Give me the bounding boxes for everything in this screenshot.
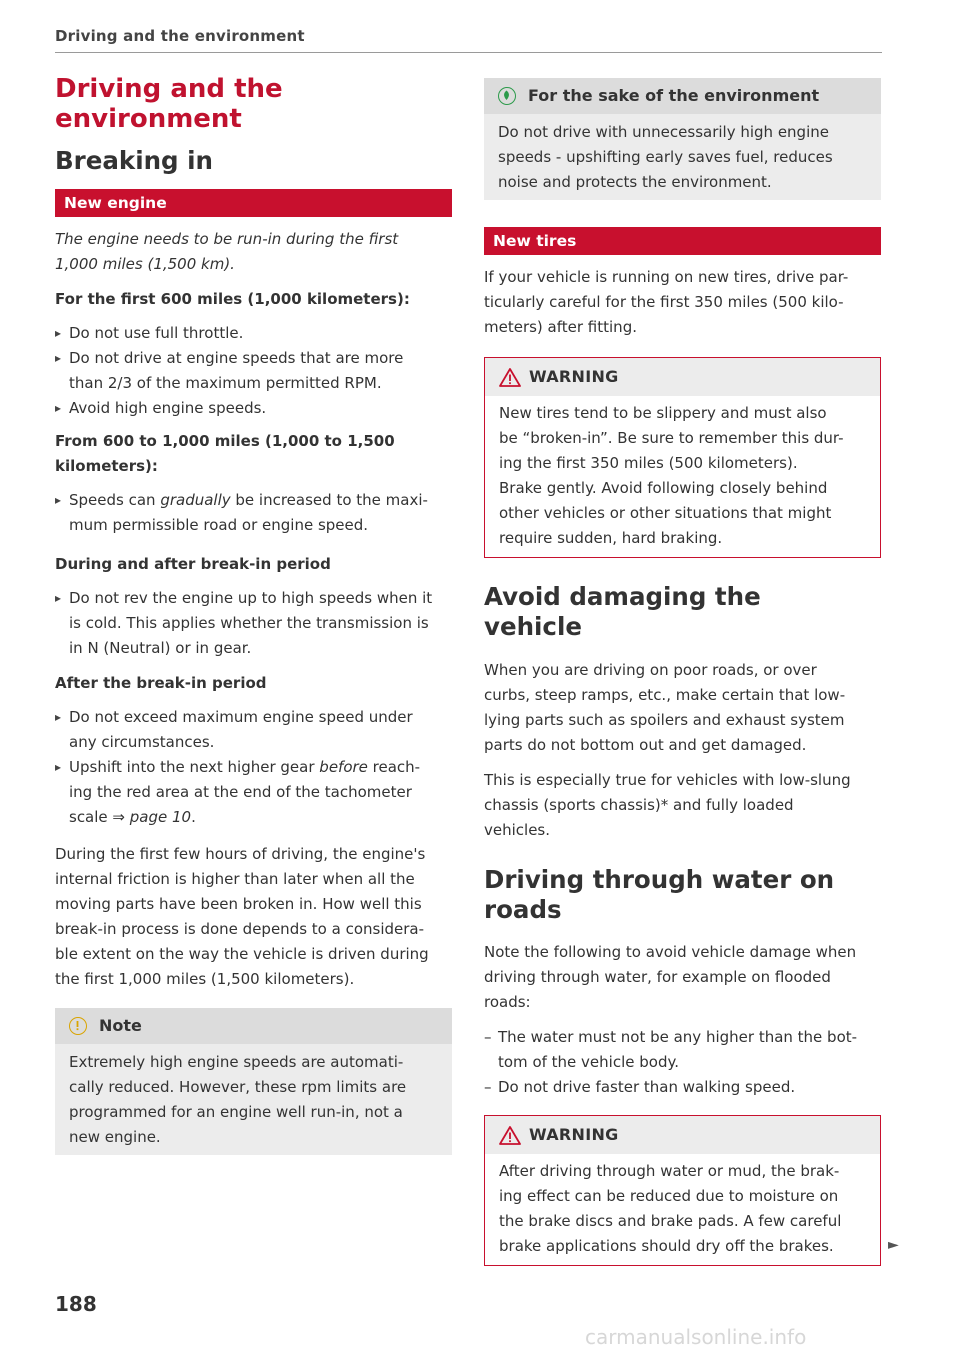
note-line: Extremely high engine speeds are automati- [69,1053,404,1071]
new-tires-bar: New tires [484,227,881,255]
paragraph-line: chassis (sports chassis)* and fully loaded [484,796,794,814]
intro-line: The engine needs to be run-in during the first [55,230,399,248]
continue-arrow-icon: ► [888,1237,899,1253]
list-after [55,705,452,830]
note-icon [69,1017,87,1035]
list-item [55,755,452,830]
note-line: new engine. [69,1128,161,1146]
list-item-line: ▸ Do not drive at engine speeds that are more [69,349,404,367]
list-item-line: ▸ Do not exceed maximum engine speed under [69,708,413,726]
list-item-line [69,805,452,830]
paragraph-line: During the first few hours of driving, the engine's [55,845,426,863]
water-heading [484,865,881,925]
warning-line: Brake gently. Avoid following closely behind [499,479,828,497]
subhead-first-600: For the first 600 miles (1,000 kilometers): [55,290,410,308]
warning-header [485,358,880,396]
text-run: reach- [367,758,421,776]
warning-box-water [484,1115,881,1266]
intro-text [55,227,452,277]
subhead-after: After the break-in period [55,674,267,692]
paragraph-line: driving through water, for example on flooded [484,968,831,986]
warning-triangle-icon [499,368,521,387]
text-run: scale [69,808,113,826]
paragraph-line: meters) after fitting. [484,318,637,336]
page-number: 188 [55,1292,97,1316]
list-first-600 [55,321,452,421]
environment-line: speeds - upshifting early saves fuel, reduces [498,148,833,166]
environment-box [484,78,881,200]
paragraph-line: ble extent on the way the vehicle is driven during [55,945,429,963]
environment-body [484,114,881,200]
note-box [55,1008,452,1155]
warning-title: WARNING [529,1125,619,1144]
section-title [55,74,452,134]
warning-line: ing the first 350 miles (500 kilometers). [499,454,798,472]
paragraph-line: internal friction is higher than later when all the [55,870,415,888]
list-item-line: ▸ Do not rev the engine up to high speeds when it [69,589,433,607]
emphasis-before: before [319,758,368,776]
water-paragraph [484,940,881,1015]
page-reference-link[interactable]: ⇒ page 10 [112,808,192,826]
paragraph-line: vehicles. [484,821,551,839]
list-item-line: is cold. This applies whether the transmission is [69,614,429,632]
heading-line: Driving through water on [484,865,835,894]
warning-title: WARNING [529,367,619,386]
paragraph-line: Note the following to avoid vehicle damage when [484,943,857,961]
break-in-paragraph [55,842,452,992]
list-600-1000 [55,488,452,538]
list-item: ▸ Avoid high engine speeds. [55,396,452,421]
note-title: Note [99,1016,142,1035]
list-item-line: – The water must not be any higher than the bot- [498,1028,858,1046]
list-item-line: than 2/3 of the maximum permitted RPM. [69,374,382,392]
intro-line: 1,000 miles (1,500 km). [55,255,235,273]
heading-line: vehicle [484,612,582,641]
warning-line: After driving through water or mud, the brak- [499,1162,840,1180]
subhead-during-after: During and after break-in period [55,555,331,573]
warning-line: ing effect can be reduced due to moisture on [499,1187,839,1205]
section-title-line-1: Driving and the [55,74,283,104]
warning-triangle-icon [499,1126,521,1145]
list-item [55,586,452,661]
list-item-line [69,488,452,513]
list-item [55,346,452,396]
subhead-line: From 600 to 1,000 miles (1,000 to 1,500 [55,432,395,450]
paragraph-line: parts do not bottom out and get damaged. [484,736,807,754]
paragraph-line: the first 1,000 miles (1,500 kilometers). [55,970,355,988]
water-list [484,1025,881,1100]
avoid-paragraph-1 [484,658,881,758]
note-header [55,1008,452,1044]
warning-line: require sudden, hard braking. [499,529,723,547]
warning-line: the brake discs and brake pads. A few careful [499,1212,842,1230]
text-run: Upshift into the next higher gear [69,758,320,776]
warning-line: New tires tend to be slippery and must also [499,404,827,422]
paragraph-line: This is especially true for vehicles with low-slung [484,771,851,789]
paragraph-line: ticularly careful for the first 350 miles (500 kilo- [484,293,844,311]
emphasis-gradually: gradually [160,491,231,509]
environment-line: noise and protects the environment. [498,173,772,191]
heading-line: Avoid damaging the [484,582,761,611]
text-run: be increased to the maxi- [230,491,428,509]
subhead-line: kilometers): [55,457,158,475]
list-item-line: in N (Neutral) or in gear. [69,639,252,657]
list-item-line [69,755,452,780]
note-line: cally reduced. However, these rpm limits are [69,1078,407,1096]
list-item [55,488,452,538]
environment-line: Do not drive with unnecessarily high engine [498,123,829,141]
new-engine-bar: New engine [55,189,452,217]
paragraph-line: lying parts such as spoilers and exhaust system [484,711,845,729]
warning-body [485,396,880,557]
warning-line: be “broken-in”. Be sure to remember this dur- [499,429,844,447]
environment-header [484,78,881,114]
list-item-line: tom of the vehicle body. [498,1053,679,1071]
right-column [484,78,881,1266]
avoid-damage-heading [484,582,881,642]
header-rule [55,52,882,53]
text-run: Speeds can [69,491,161,509]
left-column [55,74,452,1155]
text-run: . [191,808,196,826]
list-item [55,705,452,755]
list-item: – Do not drive faster than walking speed. [484,1075,881,1100]
running-head: Driving and the environment [55,27,305,45]
tires-paragraph [484,265,881,340]
warning-line: other vehicles or other situations that might [499,504,832,522]
warning-body [485,1154,880,1265]
list-item-line: ing the red area at the end of the tachometer [69,783,412,801]
breaking-in-heading: Breaking in [55,146,213,175]
subhead-600-1000 [55,429,452,479]
note-body [55,1044,452,1155]
list-during-after [55,586,452,661]
section-title-line-2: environment [55,104,242,134]
avoid-paragraph-2 [484,768,881,843]
list-item-line: any circumstances. [69,733,215,751]
heading-line: roads [484,895,562,924]
paragraph-line: If your vehicle is running on new tires, drive par- [484,268,849,286]
list-item [484,1025,881,1075]
paragraph-line: break-in process is done depends to a considera- [55,920,425,938]
watermark: carmanualsonline.info [585,1325,807,1349]
environment-title: For the sake of the environment [528,86,820,105]
warning-header [485,1116,880,1154]
paragraph-line: When you are driving on poor roads, or over [484,661,817,679]
paragraph-line: moving parts have been broken in. How well this [55,895,422,913]
paragraph-line: curbs, steep ramps, etc., make certain that low- [484,686,846,704]
list-item-line: mum permissible road or engine speed. [69,516,369,534]
environment-leaf-icon [498,87,516,105]
note-line: programmed for an engine well run-in, not a [69,1103,403,1121]
list-item: ▸ Do not use full throttle. [55,321,452,346]
paragraph-line: roads: [484,993,531,1011]
warning-line: brake applications should dry off the brakes. [499,1237,834,1255]
warning-box-tires [484,357,881,558]
